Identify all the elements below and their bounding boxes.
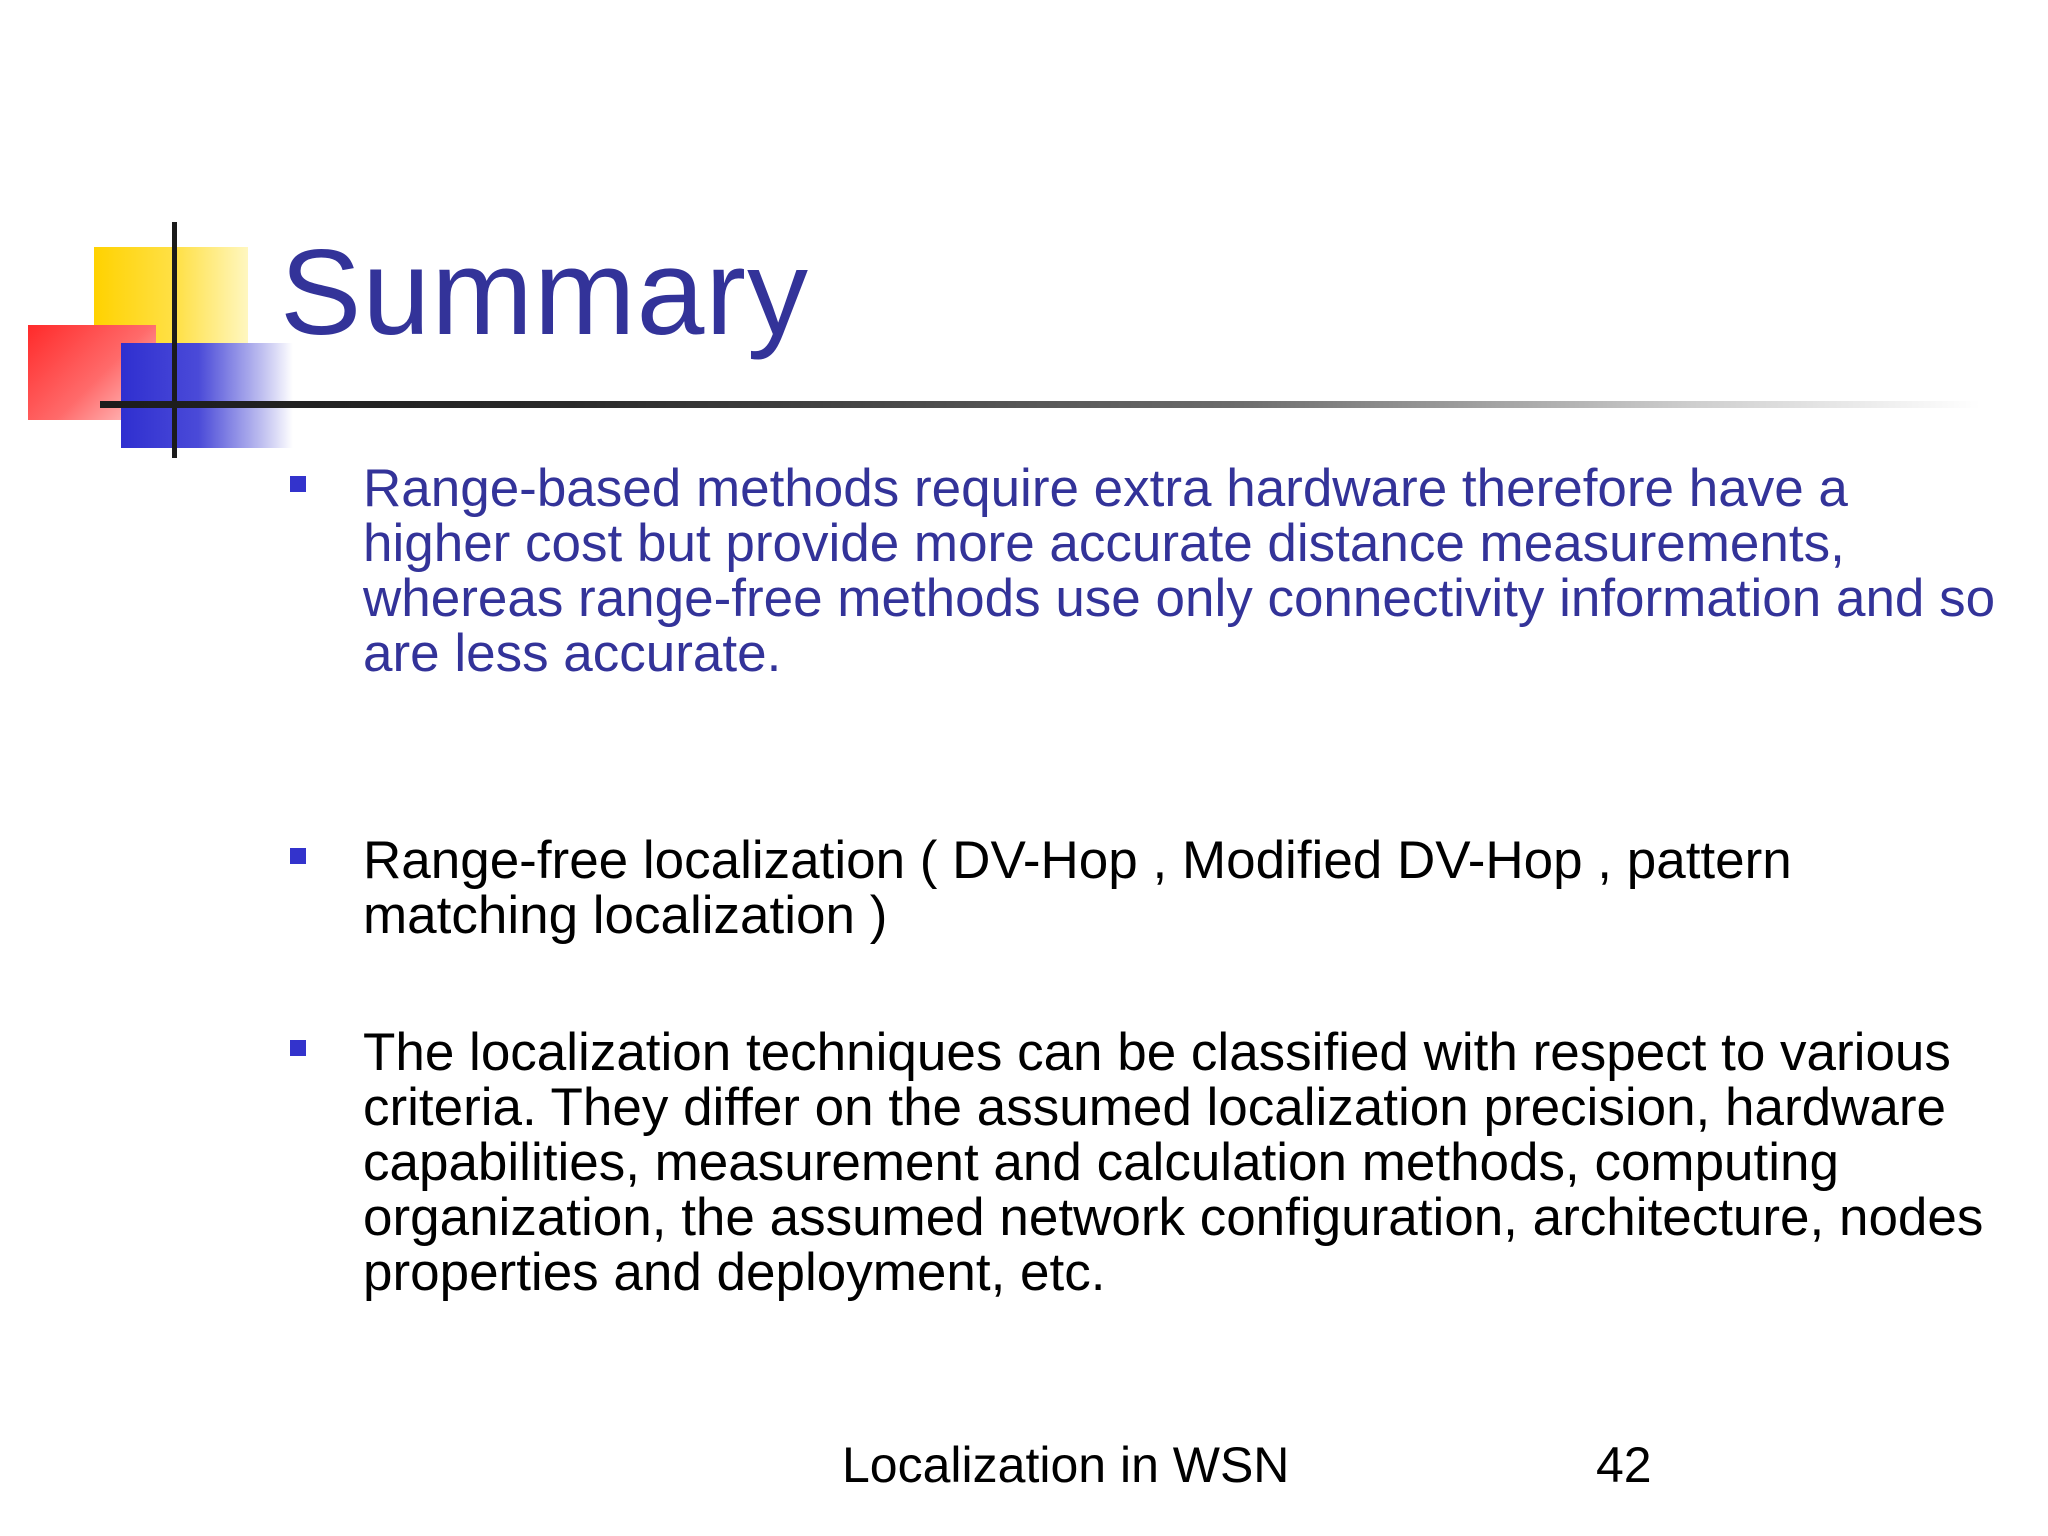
vertical-rule-decoration — [172, 222, 177, 458]
blue-square-decoration — [121, 343, 293, 448]
bullet-marker-icon — [290, 1040, 306, 1056]
page-number: 42 — [1596, 1437, 1652, 1493]
slide-title: Summary — [280, 224, 809, 360]
bullet-marker-icon — [290, 848, 306, 864]
title-underline-rule — [100, 401, 1980, 408]
bullet-text-classification: The localization techniques can be classified with respect to various criteria. They differ on the assumed localization precision, hardware capabilities, measurement and calculation methods, computing organization, the assumed network configuration, architecture, nodes properties and deployment, etc. — [363, 1023, 1984, 1302]
slide-logo-decoration — [0, 0, 300, 470]
footer-title: Localization in WSN — [842, 1437, 1290, 1493]
bullet-text-range-free: Range-free localization ( DV-Hop , Modified DV-Hop , pattern matching localization ) — [363, 831, 1792, 945]
bullet-text-range-based: Range-based methods require extra hardware therefore have a higher cost but provide more accurate distance measurements, whereas range-free methods use only connectivity information and so are less accurate. — [363, 459, 1996, 683]
bullet-marker-icon — [290, 476, 306, 492]
